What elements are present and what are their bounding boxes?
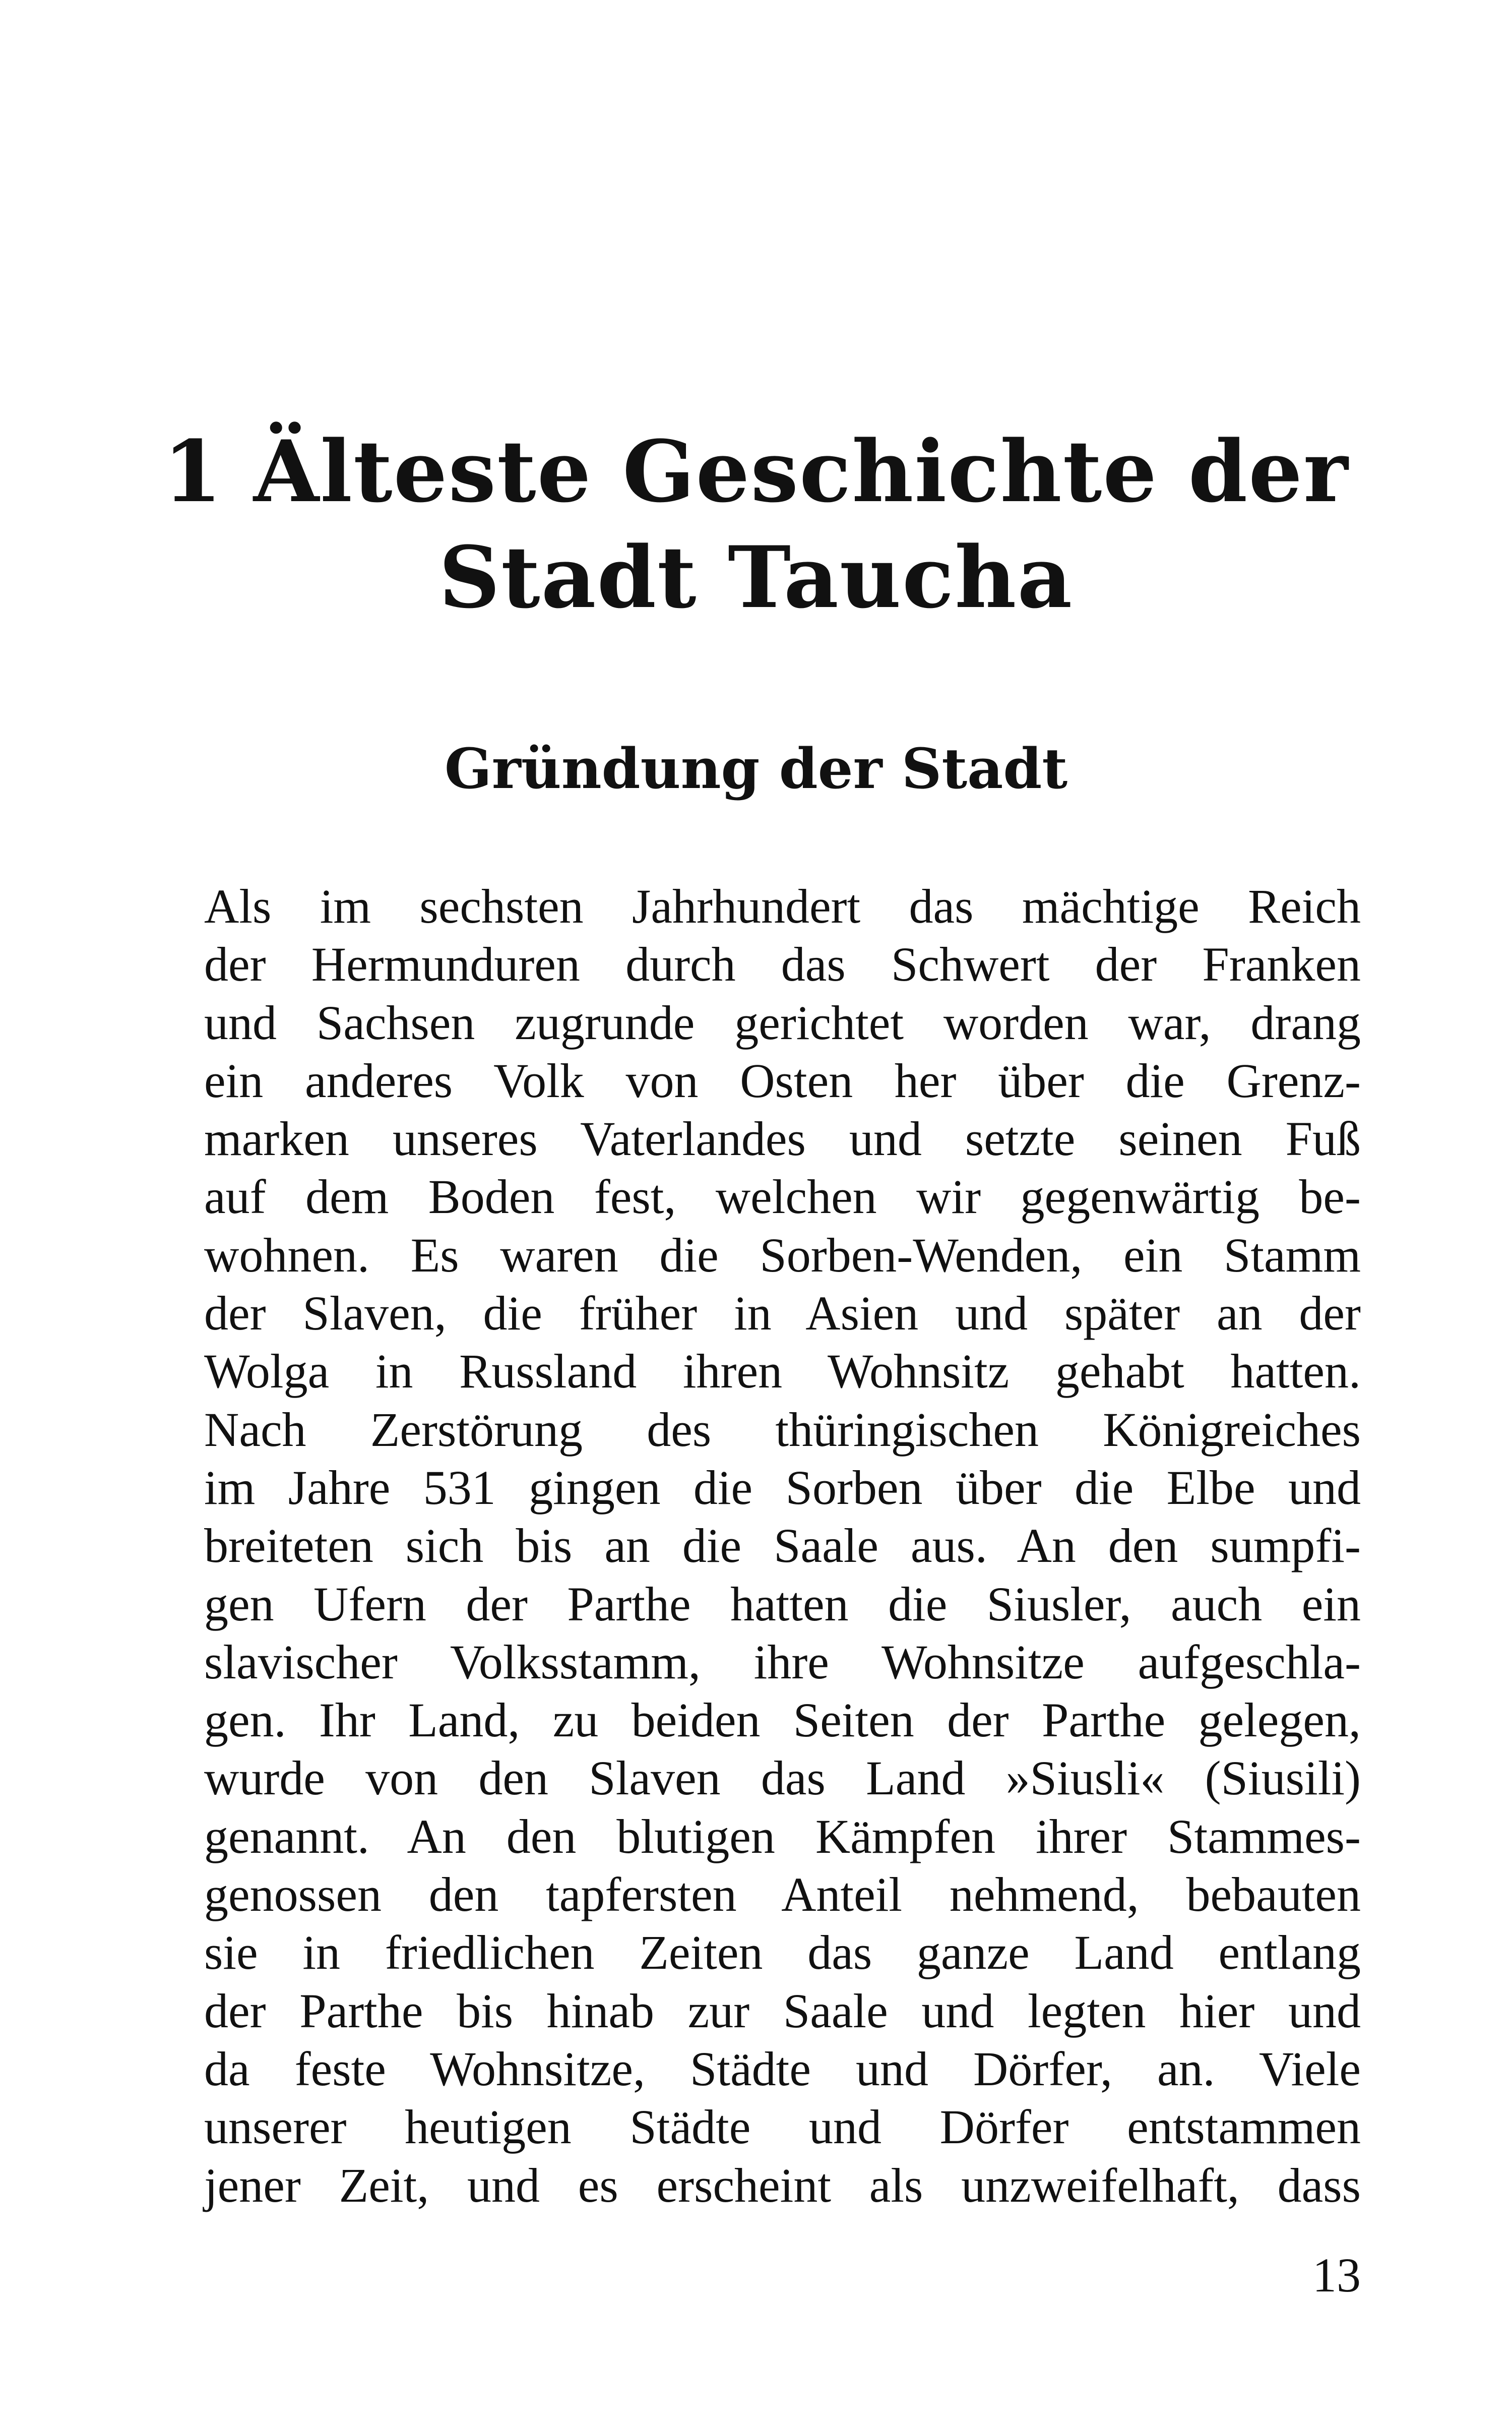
body-line: der Slaven, die früher in Asien und später an der (204, 1286, 1361, 1341)
body-line: Wolga in Russland ihren Wohnsitz gehabt hatten. (204, 1344, 1361, 1399)
body-line: genannt. An den blutigen Kämpfen ihrer Stammes- (204, 1809, 1361, 1863)
body-line: der Parthe bis hinab zur Saale und legten hier und (204, 1983, 1361, 2038)
chapter-title-line: 1 Älteste Geschichte der (163, 421, 1349, 521)
body-line: ein anderes Volk von Osten her über die Grenz- (204, 1053, 1361, 1108)
body-line: gen Ufern der Parthe hatten die Siusler, auch ein (204, 1577, 1361, 1631)
body-line: im Jahre 531 gingen die Sorben über die Elbe und (204, 1460, 1361, 1515)
body-line: auf dem Boden fest, welchen wir gegenwärtig be- (204, 1170, 1361, 1224)
body-line: Nach Zerstörung des thüringischen Königreiches (204, 1402, 1361, 1457)
body-line: und Sachsen zugrunde gerichtet worden war, drang (204, 995, 1361, 1050)
body-line: unserer heutigen Städte und Dörfer entstammen (204, 2100, 1361, 2154)
chapter-title-line: Stadt Taucha (438, 527, 1074, 627)
body-line: wurde von den Slaven das Land »Siusli« (Siusili) (204, 1751, 1361, 1805)
body-line: da feste Wohnsitze, Städte und Dörfer, an. Viele (204, 2041, 1361, 2096)
page-number: 13 (1312, 2248, 1361, 2302)
body-line: marken unseres Vaterlandes und setzte seinen Fuß (204, 1112, 1361, 1166)
body-line: jener Zeit, und es erscheint als unzweifelhaft, dass (204, 2158, 1361, 2212)
section-title: Gründung der Stadt (444, 736, 1068, 801)
chapter-title (151, 418, 1361, 630)
body-line: der Hermunduren durch das Schwert der Franken (204, 937, 1361, 992)
body-line: genossen den tapfersten Anteil nehmend, bebauten (204, 1867, 1361, 1922)
body-line: gen. Ihr Land, zu beiden Seiten der Parthe gelegen, (204, 1693, 1361, 1747)
body-line: wohnen. Es waren die Sorben-Wenden, ein Stamm (204, 1228, 1361, 1282)
body-paragraph (204, 877, 1361, 2214)
body-line: breiteten sich bis an die Saale aus. An den sumpfi- (204, 1519, 1361, 1573)
body-line: sie in friedlichen Zeiten das ganze Land entlang (204, 1925, 1361, 1980)
body-line: Als im sechsten Jahrhundert das mächtige Reich (204, 879, 1361, 933)
body-line: slavischer Volksstamm, ihre Wohnsitze aufgeschla- (204, 1635, 1361, 1689)
